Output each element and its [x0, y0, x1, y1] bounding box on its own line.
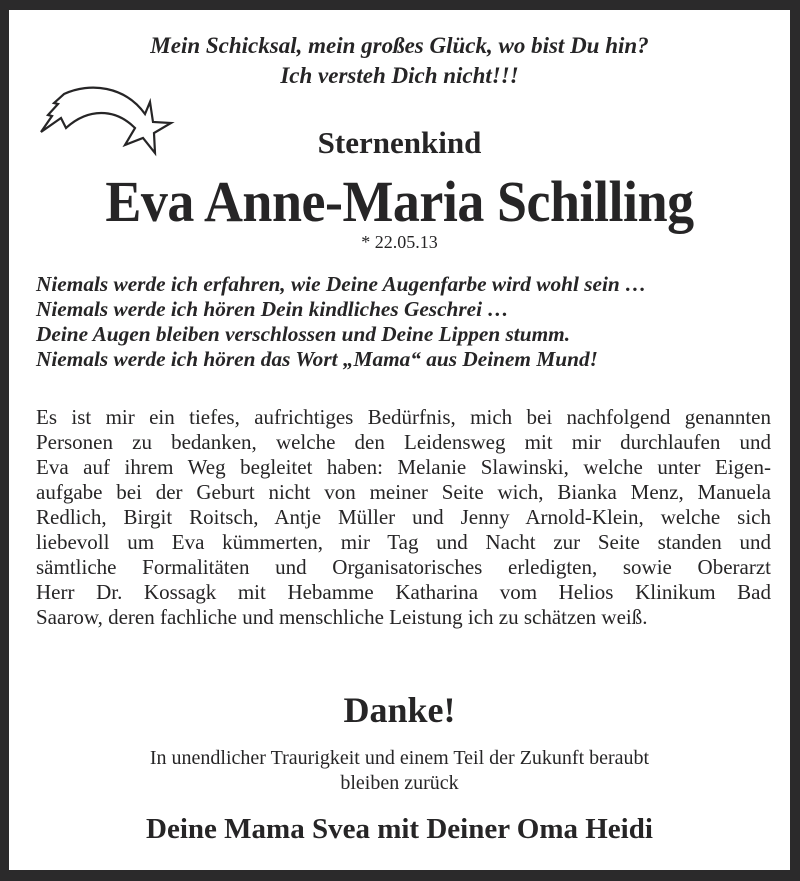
closing-line: bleiben zurück — [340, 772, 459, 794]
thanks-heading: Danke! — [343, 690, 456, 730]
motto-line: Mein Schicksal, mein großes Glück, wo bist Du hin? — [150, 33, 649, 58]
signature: Deine Mama Svea mit Deiner Oma Heidi — [146, 813, 653, 845]
closing-line: In unendlicher Traurigkeit und einem Teil der Zukunft beraubt — [149, 747, 650, 769]
obituary-notice — [9, 10, 790, 870]
body-line: Saarow, deren fachliche und menschliche Leistung ich zu schätzen weiß. — [36, 605, 648, 629]
acknowledgement-text — [36, 405, 771, 630]
body-line: liebevoll um Eva kümmerten, mir Tag und Nacht zur Seite standen und — [36, 530, 771, 554]
body-line: Eva auf ihrem Weg begleitet haben: Melanie Slawinski, welche unter Eigen- — [36, 455, 771, 479]
poem — [36, 272, 776, 372]
birth-date: * 22.05.13 — [361, 232, 438, 252]
subtitle: Sternenkind — [317, 125, 482, 160]
motto-line: Ich versteh Dich nicht!!! — [280, 63, 519, 88]
poem-line: Deine Augen bleiben verschlossen und Deine Lippen stumm. — [36, 322, 571, 346]
closing-text — [9, 746, 790, 796]
body-line: aufgabe bei der Geburt nicht von meiner Seite wich, Bianka Menz, Manuela — [36, 480, 771, 504]
poem-line: Niemals werde ich hören das Wort „Mama“ aus Deinem Mund! — [36, 347, 598, 371]
body-line: Personen zu bedanken, welche den Leidensweg mit mir durchlaufen und — [36, 430, 771, 454]
body-line: Es ist mir ein tiefes, aufrichtiges Bedürfnis, mich bei nachfolgend genannten — [36, 405, 771, 429]
poem-line: Niemals werde ich erfahren, wie Deine Augenfarbe wird wohl sein … — [36, 272, 647, 296]
body-line: sämtliche Formalitäten und Organisatorisches erledigten, sowie Oberarzt — [36, 555, 771, 579]
poem-line: Niemals werde ich hören Dein kindliches Geschrei … — [36, 297, 509, 321]
body-line: Herr Dr. Kossagk mit Hebamme Katharina vom Helios Klinikum Bad — [36, 580, 771, 604]
deceased-name: Eva Anne-Maria Schilling — [105, 169, 694, 234]
body-line: Redlich, Birgit Roitsch, Antje Müller und Jenny Arnold-Klein, welche sich — [36, 505, 771, 529]
